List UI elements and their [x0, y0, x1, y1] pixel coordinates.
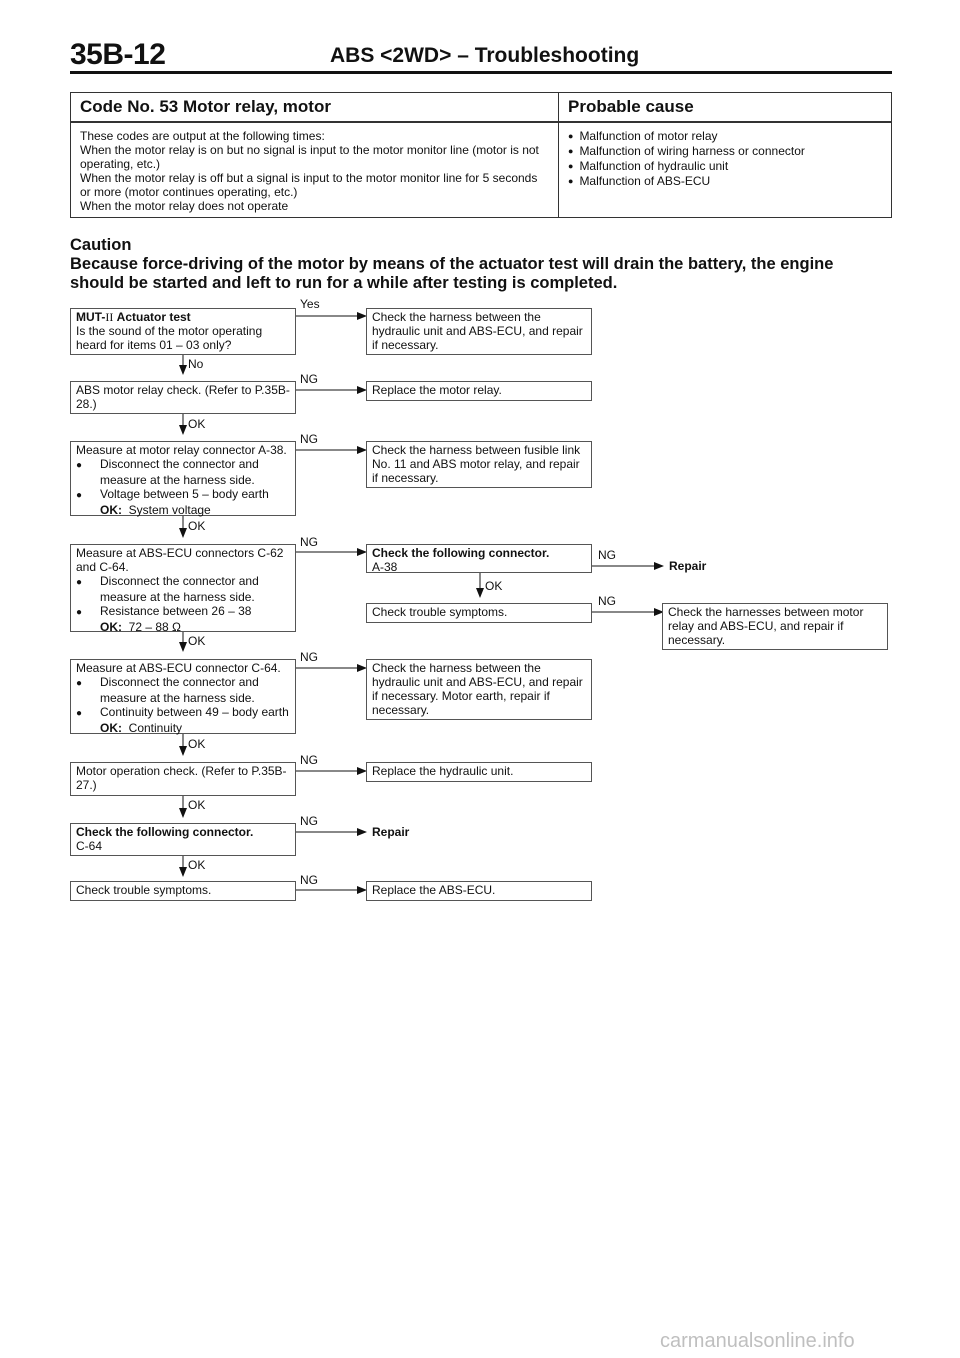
bullet: ● [76, 607, 83, 618]
result-check-motor-relay-ecu-harness: Check the harnesses between motor relay and ABS-ECU, and repair if necessary. [662, 603, 888, 650]
step-check-trouble-symptoms: Check trouble symptoms. [366, 603, 592, 623]
step-bullet: Disconnect the connector and measure at the harness side. [100, 675, 259, 705]
ng-label: NG [598, 594, 616, 608]
ok-label: OK [188, 417, 206, 431]
page-number: 35B-12 [70, 38, 166, 71]
step-actuator-test [70, 308, 296, 355]
cause-item: ● Malfunction of ABS-ECU [568, 174, 882, 189]
step-bullet: Resistance between 26 – 38 [100, 604, 252, 618]
ng-label: NG [300, 432, 318, 446]
step-title-roman: II [105, 310, 114, 324]
ng-label: NG [300, 814, 318, 828]
description-line: When the motor relay is on but no signal is input to the motor monitor line (motor is not operating, etc.) [80, 143, 539, 171]
result-replace-abs-ecu: Replace the ABS-ECU. [366, 881, 592, 901]
step-title: Check the following connector. [76, 825, 254, 839]
step-title: MUT- [76, 310, 106, 324]
ok-label: OK [188, 798, 206, 812]
ok-spec-label: OK: [100, 620, 122, 634]
ng-label: NG [300, 873, 318, 887]
step-check-trouble-symptoms-final: Check trouble symptoms. [70, 881, 296, 901]
result-check-hydraulic-harness: Check the harness between the hydraulic unit and ABS-ECU, and repair if necessary. [366, 308, 592, 355]
ok-label: OK [188, 634, 206, 648]
probable-cause-title: Probable cause [559, 93, 892, 123]
watermark: carmanualsonline.info [660, 1330, 855, 1352]
result-check-fusible-link-harness: Check the harness between fusible link No. 11 and ABS motor relay, and repair if necessary. [366, 441, 592, 488]
result-repair: Repair [669, 559, 707, 573]
caution-text: Because force-driving of the motor by means of the actuator test will drain the battery, the engine should be started and left to run for a while after testing is completed. [70, 255, 834, 292]
bullet: ● [76, 678, 83, 689]
ng-label: NG [300, 372, 318, 386]
step-title: Measure at motor relay connector A-38. [76, 443, 287, 457]
description-line: When the motor relay is off but a signal is input to the motor monitor line for 5 seconds or more (motor continues operating, etc.) [80, 171, 538, 199]
ok-label: OK [188, 858, 206, 872]
description-line: When the motor relay does not operate [80, 199, 289, 213]
step-bullet: Disconnect the connector and measure at the harness side. [100, 457, 259, 487]
bullet: ● [76, 577, 83, 588]
step-motor-relay-check: ABS motor relay check. (Refer to P.35B-28.) [70, 381, 296, 414]
step-body: Is the sound of the motor operating heard for items 01 – 03 only? [76, 324, 263, 352]
step-bullet: Voltage between 5 – body earth [100, 487, 269, 501]
connector-id: A-38 [372, 560, 398, 574]
cause-item: ● Malfunction of hydraulic unit [568, 159, 882, 174]
result-replace-motor-relay: Replace the motor relay. [366, 381, 592, 401]
ng-label: NG [598, 548, 616, 562]
step-title: Check the following connector. [372, 546, 550, 560]
cause-item: ● Malfunction of wiring harness or connector [568, 144, 882, 159]
code-title: Code No. 53 Motor relay, motor [71, 93, 559, 123]
step-bullet: Disconnect the connector and measure at the harness side. [100, 574, 259, 604]
step-check-connector-a38 [366, 544, 592, 573]
description-line: These codes are output at the following times: [80, 129, 325, 143]
ok-label: OK [485, 579, 503, 593]
step-title: Measure at ABS-ECU connector C-64. [76, 661, 281, 675]
ok-spec-value: 72 – 88 Ω [128, 620, 182, 634]
ok-spec-value: System voltage [128, 503, 211, 517]
no-label: No [188, 357, 204, 371]
connector-id: C-64 [76, 839, 103, 853]
page-title: ABS <2WD> – Troubleshooting [330, 44, 640, 67]
bullet: ● [76, 490, 83, 501]
ok-label: OK [188, 737, 206, 751]
result-check-hydraulic-harness-earth: Check the harness between the hydraulic unit and ABS-ECU, and repair if necessary. Motor earth, repair if necessary. [366, 659, 592, 720]
step-bullet: Continuity between 49 – body earth [100, 705, 289, 719]
result-repair: Repair [372, 825, 410, 839]
step-measure-ecu-connectors [70, 544, 296, 632]
ng-label: NG [300, 535, 318, 549]
ok-spec-label: OK: [100, 503, 122, 517]
step-title-suffix: Actuator test [116, 310, 191, 324]
bullet: ● [76, 708, 83, 719]
bullet: ● [76, 460, 83, 471]
step-motor-operation-check: Motor operation check. (Refer to P.35B-27.) [70, 762, 296, 796]
step-check-connector-c64 [70, 823, 296, 856]
cause-item: ● Malfunction of motor relay [568, 129, 882, 144]
ok-spec-value: Continuity [128, 721, 183, 735]
ok-label: OK [188, 519, 206, 533]
result-replace-hydraulic-unit: Replace the hydraulic unit. [366, 762, 592, 782]
yes-label: Yes [300, 297, 320, 311]
step-title: Measure at ABS-ECU connectors C-62 and C-64. [76, 546, 284, 574]
ok-spec-label: OK: [100, 721, 122, 735]
ng-label: NG [300, 753, 318, 767]
caution-heading: Caution [70, 236, 132, 254]
ng-label: NG [300, 650, 318, 664]
step-measure-ecu-connector-c64 [70, 659, 296, 734]
step-measure-relay-connector [70, 441, 296, 516]
